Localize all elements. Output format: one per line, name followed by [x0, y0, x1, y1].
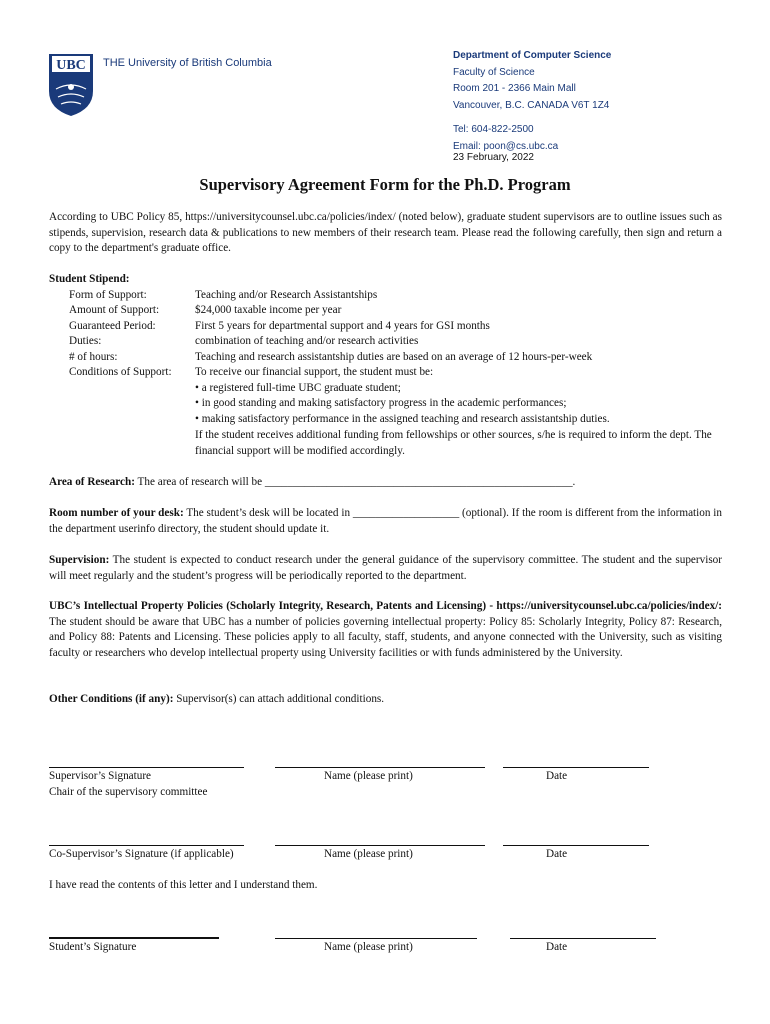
other-label: Other Conditions (if any):: [49, 693, 174, 705]
name-line[interactable]: [275, 938, 477, 939]
ip-text: The student should be aware that UBC has a number of policies governing intellectual property: Policy 85: Scholarly Integrity, Policy 87: Research, and Policy 88: Patents and Licensing. These policies apply to all faculty, staff, students, and anyone connected with the University, such as visiting faculty or researchers who develop intellectual property using University facilities or with funds administered by the University.: [49, 615, 722, 659]
condition-text: • making satisfactory performance in the assigned teaching and research assistantship duties.: [195, 413, 610, 425]
date-label: Date: [546, 941, 568, 953]
supervision-label: Supervision:: [49, 554, 110, 566]
signature-line[interactable]: [49, 767, 244, 768]
cosupervisor-signature-label: Co-Supervisor’s Signature (if applicable): [49, 848, 234, 860]
other-text: Supervisor(s) can attach additional conditions.: [173, 693, 385, 705]
stipend-label: # of hours:: [69, 351, 118, 363]
department-address: [453, 48, 611, 155]
stipend-label: Duties:: [69, 335, 102, 347]
faculty-name: Faculty of Science: [453, 66, 535, 78]
stipend-value: Teaching and/or Research Assistantships: [195, 289, 378, 301]
logo-text: UBC: [56, 58, 86, 73]
date-line[interactable]: [503, 767, 649, 768]
area-text: The area of research will be _______________________________________________________.: [134, 476, 576, 488]
supervisor-signature-label: Supervisor’s Signature: [49, 770, 152, 782]
funding-note-text: If the student receives additional funding from fellowships or other sources, s/he is required to inform the dept. The financial support will be modified accordingly.: [195, 429, 712, 457]
other-conditions: [49, 692, 722, 708]
ubc-logo: [48, 53, 94, 117]
city-address: Vancouver, B.C. CANADA V6T 1Z4: [453, 99, 610, 111]
supervision-text: The student is expected to conduct research under the general guidance of the supervisory committee. The student and the supervisor will meet regularly and the student’s progress will be periodically reported to the department.: [49, 554, 722, 582]
letter-date: 23 February, 2022: [453, 152, 534, 163]
stipend-label: Form of Support:: [69, 289, 147, 301]
date-label: Date: [546, 770, 568, 782]
stipend-value: $24,000 taxable income per year: [195, 304, 342, 316]
page-title: Supervisory Agreement Form for the Ph.D. Program: [199, 175, 571, 194]
ip-policies: [49, 599, 722, 661]
condition-text: • a registered full-time UBC graduate student;: [195, 382, 401, 394]
signature-line[interactable]: [49, 937, 219, 939]
date-line[interactable]: [510, 938, 656, 939]
name-line[interactable]: [275, 767, 485, 768]
room-label: Room number of your desk:: [49, 507, 184, 519]
chair-label: Chair of the supervisory committee: [49, 786, 208, 798]
telephone: Tel: 604-822-2500: [453, 124, 534, 135]
name-label: Name (please print): [324, 848, 413, 860]
department-name: Department of Computer Science: [453, 50, 612, 61]
stipend-value: Teaching and research assistantship duties are based on an average of 12 hours-per-week: [195, 351, 593, 363]
name-line[interactable]: [275, 845, 485, 846]
email: Email: poon@cs.ubc.ca: [453, 140, 559, 152]
acknowledgement-statement: I have read the contents of this letter and I understand them.: [49, 879, 318, 891]
stipend-heading: Student Stipend:: [49, 273, 130, 285]
name-label: Name (please print): [324, 770, 413, 782]
date-label: Date: [546, 848, 568, 860]
stipend-label: Conditions of Support:: [69, 366, 172, 378]
signature-line[interactable]: [49, 845, 244, 846]
supervision: [49, 553, 722, 584]
stipend-value: combination of teaching and/or research activities: [195, 335, 419, 347]
university-name: THE University of British Columbia: [103, 57, 272, 69]
area-of-research: [49, 475, 722, 491]
condition-text: • in good standing and making satisfactory progress in the academic performances;: [195, 397, 567, 409]
date-line[interactable]: [503, 845, 649, 846]
ip-label: UBC’s Intellectual Property Policies (Scholarly Integrity, Research, Patents and Licensing) - https://universitycounsel.ubc.ca/policies/index/:: [49, 600, 722, 612]
area-label: Area of Research:: [49, 476, 135, 488]
stipend-value: To receive our financial support, the student must be:: [195, 366, 434, 378]
room-address: Room 201 - 2366 Main Mall: [453, 83, 576, 94]
stipend-label: Guaranteed Period:: [69, 320, 156, 332]
stipend-value: First 5 years for departmental support and 4 years for GSI months: [195, 320, 490, 332]
student-signature-label: Student’s Signature: [49, 941, 137, 953]
room-text: The student’s desk will be located in ___________________ (optional). If the room is different from the information in the department userinfo directory, the student should update it.: [49, 507, 722, 535]
name-label: Name (please print): [324, 941, 413, 953]
stipend-label: Amount of Support:: [69, 304, 160, 316]
room-number: [49, 506, 722, 537]
intro-paragraph: According to UBC Policy 85, https://universitycounsel.ubc.ca/policies/index/ (noted below), graduate student supervisors are to outline issues such as stipends, supervision, research data & publications to new members of their research team. Please read the following carefully, then sign and return a copy to the department's graduate office.: [49, 211, 722, 255]
